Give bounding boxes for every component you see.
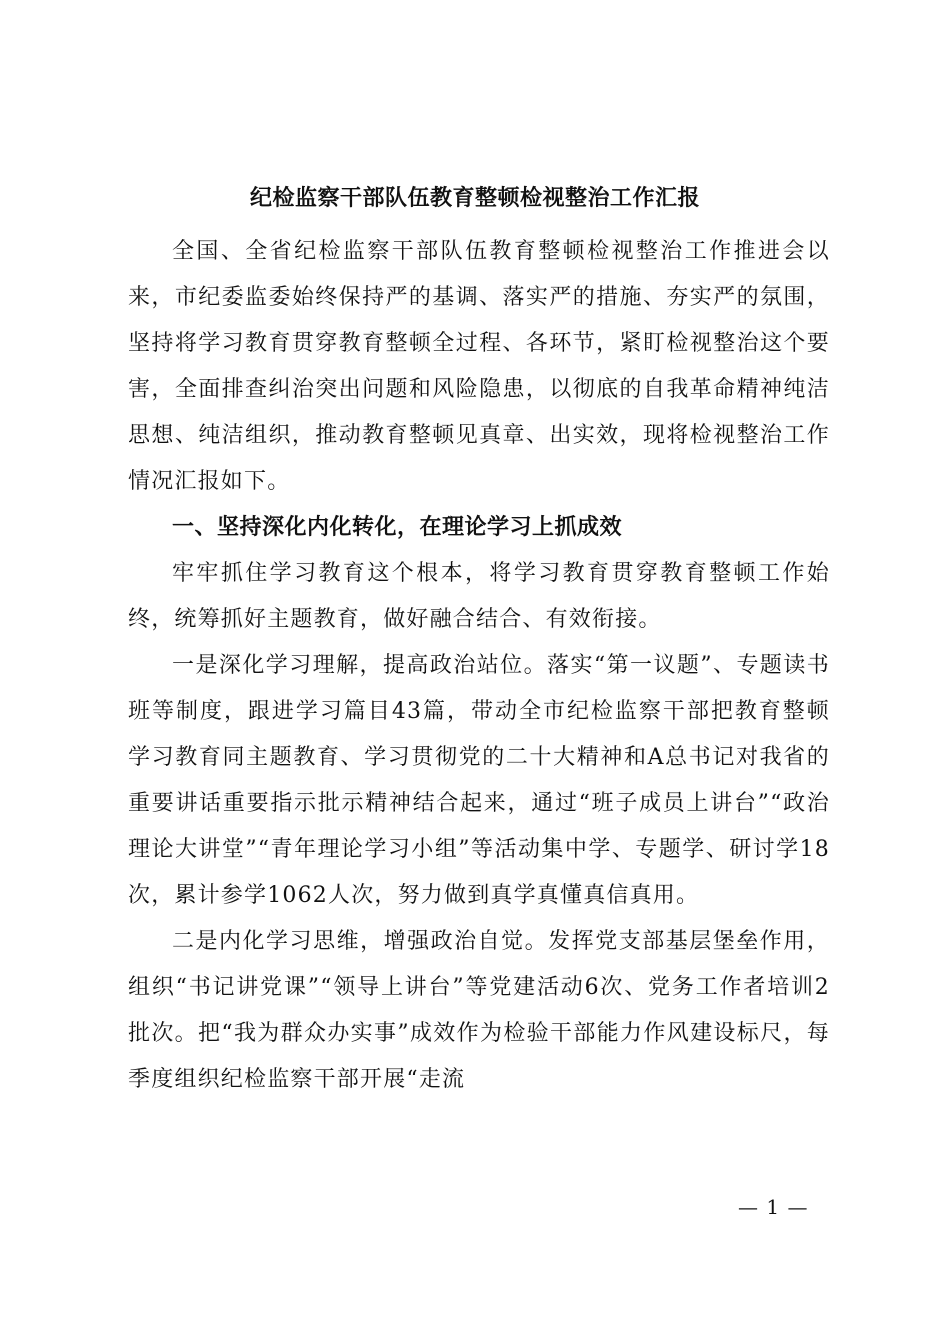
section-heading: 一、坚持深化内化转化，在理论学习上抓成效 [172, 515, 623, 540]
document-body [128, 229, 830, 1103]
document-title: 纪检监察干部队伍教育整顿检视整治工作汇报 [249, 185, 700, 211]
point-two-paragraph: 二是内化学习思维，增强政治自觉。发挥党支部基层堡垒作用，组织“书记讲党课”“领导上讲台”等党建活动6次、党务工作者培训2批次。把“我为群众办实事”成效作为检验干部能力作风建设标尺，每季度组织纪检监察干部开展“走流 [128, 929, 830, 1092]
point-one-paragraph: 一是深化学习理解，提高政治站位。落实“第一议题”、专题读书班等制度，跟进学习篇目43篇，带动全市纪检监察干部把教育整顿学习教育同主题教育、学习贯彻党的二十大精神和A总书记对我省的重要讲话重要指示批示精神结合起来，通过“班子成员上讲台”“政治理论大讲堂”“青年理论学习小组”等活动集中学、专题学、研讨学18次，累计参学1062人次，努力做到真学真懂真信真用。 [128, 653, 830, 908]
intro-paragraph: 全国、全省纪检监察干部队伍教育整顿检视整治工作推进会以来，市纪委监委始终保持严的基调、落实严的措施、夯实严的氛围，坚持将学习教育贯穿教育整顿全过程、各环节，紧盯检视整治这个要害，全面排查纠治突出问题和风险隐患，以彻底的自我革命精神纯洁思想、纯洁组织，推动教育整顿见真章、出实效，现将检视整治工作情况汇报如下。 [128, 239, 830, 494]
section-intro-paragraph: 牢牢抓住学习教育这个根本，将学习教育贯穿教育整顿工作始终，统筹抓好主题教育，做好融合结合、有效衔接。 [128, 561, 830, 632]
page-number: — 1 — [738, 1195, 809, 1219]
